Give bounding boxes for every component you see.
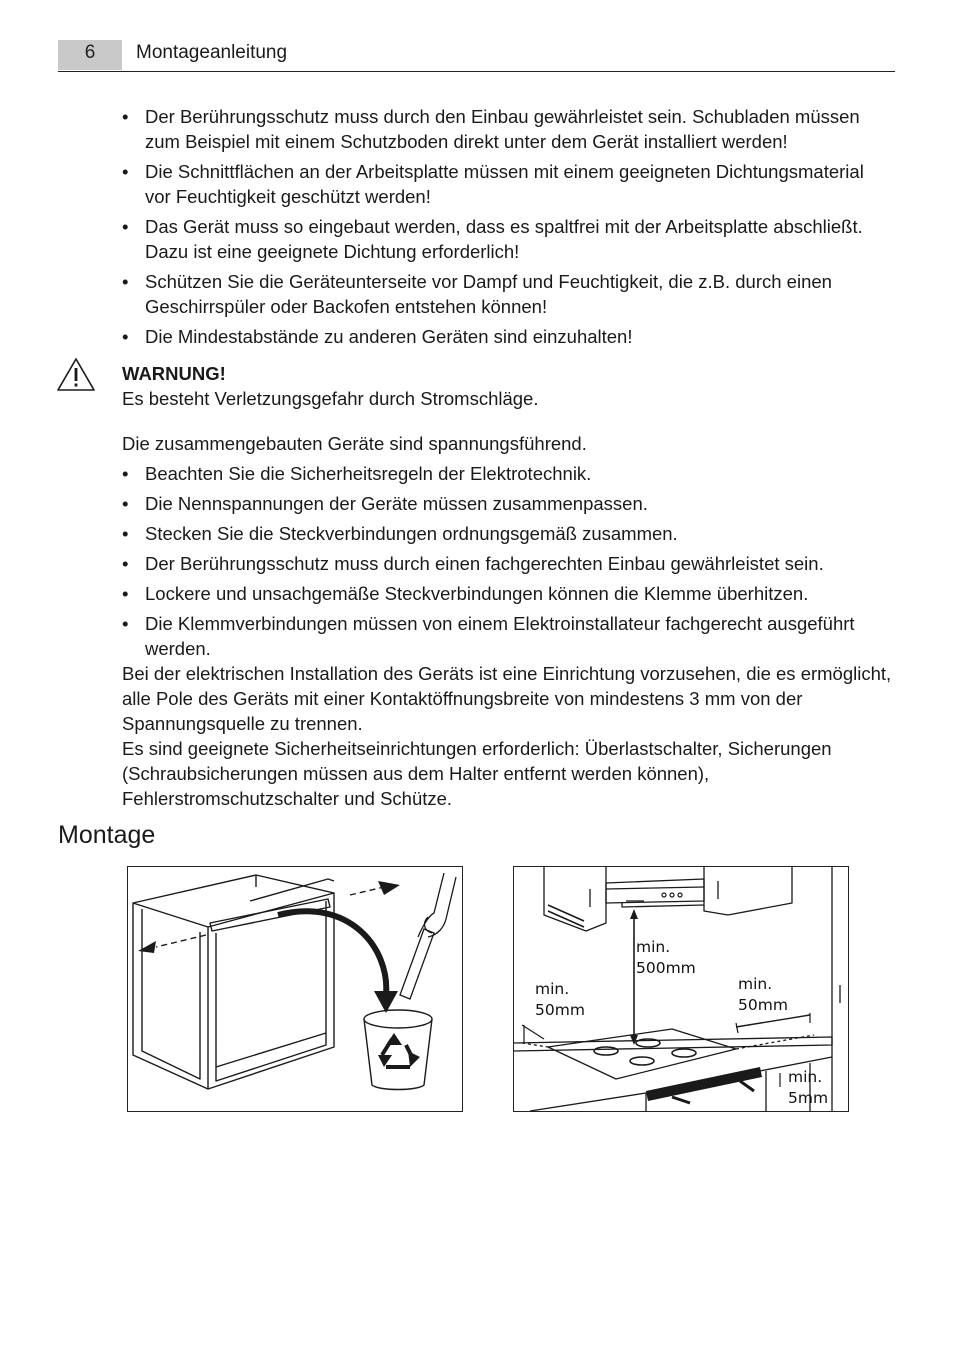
warning-title: WARNUNG! — [122, 363, 226, 384]
page-header — [58, 40, 895, 72]
warning-block — [122, 361, 892, 411]
warning-triangle-icon — [56, 357, 96, 393]
bullet-list-requirements — [122, 104, 892, 349]
arrow-left-icon — [138, 941, 156, 953]
hand-icon — [400, 873, 456, 999]
list-item: • Schützen Sie die Geräteunterseite vor Dampf und Feuchtigkeit, die z.B. durch einen Geschirrspüler oder Backofen entstehen können! — [122, 269, 892, 319]
recycle-bin-icon — [364, 1010, 432, 1090]
cabinet-illustration — [128, 867, 462, 1111]
page-number: 6 — [58, 40, 122, 70]
figure-clearances — [513, 866, 849, 1112]
list-item: • Beachten Sie die Sicherheitsregeln der Elektrotechnik. — [122, 461, 892, 486]
paragraph: Es sind geeignete Sicherheitseinrichtungen erforderlich: Überlastschalter, Sicherungen (Schraubsicherungen müssen aus dem Halter entfernt werden können), Fehlerstromschutzschalter und Schütze. — [122, 738, 832, 809]
list-item: • Das Gerät muss so eingebaut werden, dass es spaltfrei mit der Arbeitsplatte abschließt. Dazu ist eine geeignete Dichtung erforderlich! — [122, 214, 892, 264]
section-title: Montageanleitung — [136, 42, 288, 63]
figure-unpacking — [127, 866, 463, 1112]
list-item: • Die Schnittflächen an der Arbeitsplatte müssen mit einem geeigneten Dichtungsmaterial vor Feuchtigkeit geschützt werden! — [122, 159, 892, 209]
clearance-label: min. 500mm — [636, 938, 696, 977]
list-item: • Lockere und unsachgemäße Steckverbindungen können die Klemme überhitzen. — [122, 581, 892, 606]
clearance-label: min. 50mm — [738, 975, 788, 1014]
paragraph: Bei der elektrischen Installation des Geräts ist eine Einrichtung vorzusehen, die es ermöglicht, alle Pole des Geräts mit einer Kontaktöffnungsbreite von mindestens 3 mm von der Spannungsquelle zu trennen. — [122, 663, 892, 734]
clearance-label: min. 5mm — [788, 1068, 829, 1107]
arrow-right-icon — [378, 881, 400, 895]
intro-text: Die zusammengebauten Geräte sind spannungsführend. — [122, 433, 587, 454]
main-content — [122, 104, 892, 811]
clearance-label: min. 50mm — [535, 980, 585, 1019]
warning-text: Es besteht Verletzungsgefahr durch Stromschläge. — [122, 388, 539, 409]
list-item: • Die Klemmverbindungen müssen von einem Elektroinstallateur fachgerecht ausgeführt werden. — [122, 611, 892, 661]
list-item: • Der Berührungsschutz muss durch einen fachgerechten Einbau gewährleistet sein. — [122, 551, 892, 576]
list-item: • Der Berührungsschutz muss durch den Einbau gewährleistet sein. Schubladen müssen zum Beispiel mit einem Schutzboden direkt unter dem Gerät installiert werden! — [122, 104, 892, 154]
list-item: • Die Mindestabstände zu anderen Geräten sind einzuhalten! — [122, 324, 892, 349]
montage-heading: Montage — [58, 821, 156, 849]
bullet-list-electrical — [122, 461, 892, 661]
list-item: • Stecken Sie die Steckverbindungen ordnungsgemäß zusammen. — [122, 521, 892, 546]
list-item: • Die Nennspannungen der Geräte müssen zusammenpassen. — [122, 491, 892, 516]
